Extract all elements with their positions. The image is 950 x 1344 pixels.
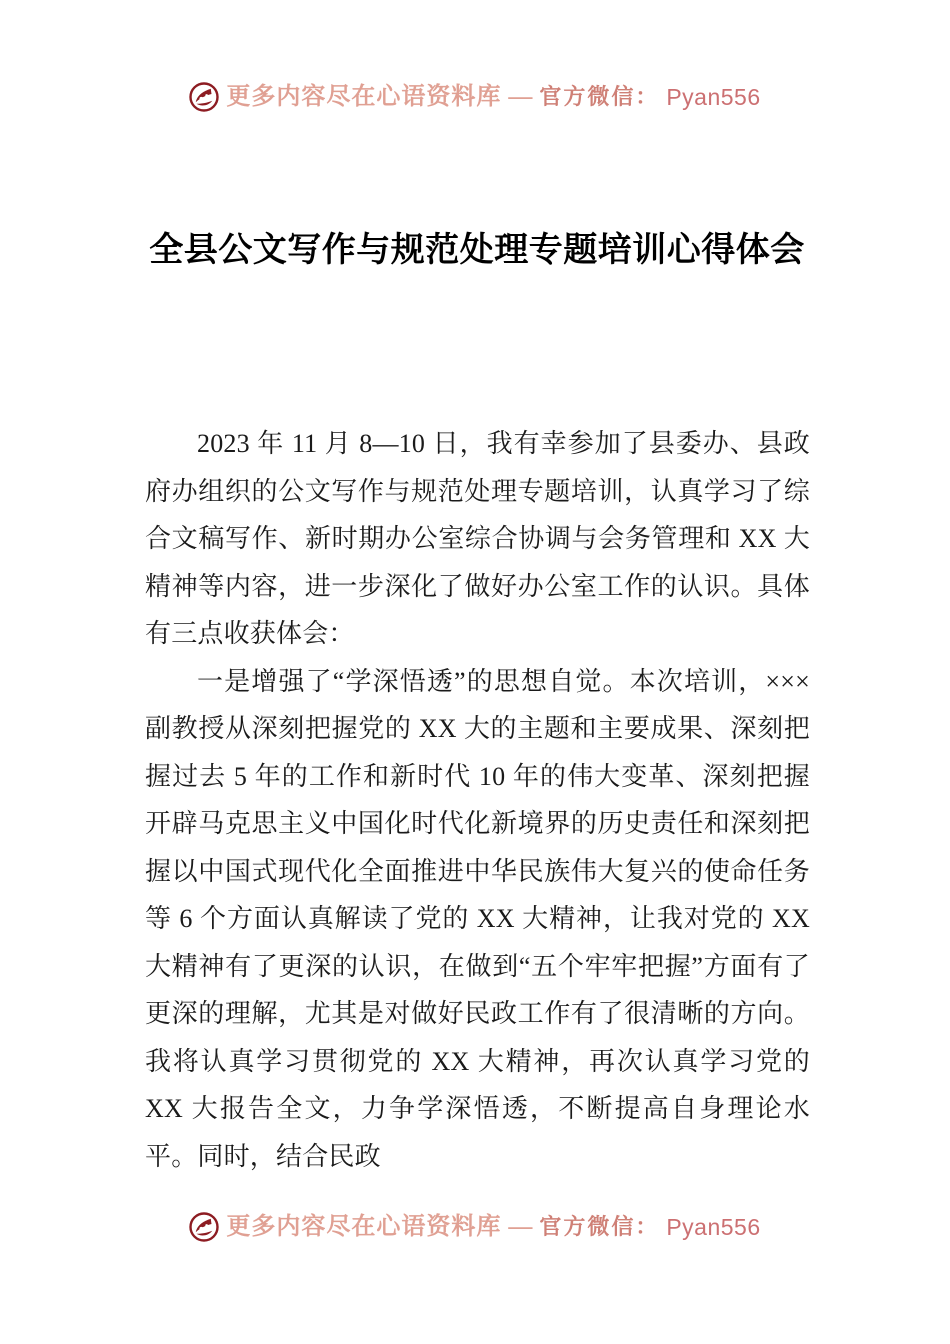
watermark-cn-text: 更多内容尽在心语资料库	[226, 1214, 502, 1240]
watermark-dash: —	[508, 84, 533, 110]
circular-swirl-logo-icon	[189, 82, 219, 112]
circular-swirl-logo-icon	[189, 1212, 219, 1242]
header-watermark	[0, 82, 950, 112]
watermark-wechat-id: Pyan556	[666, 83, 761, 110]
document-body	[145, 420, 810, 1180]
watermark-wechat-id: Pyan556	[666, 1213, 761, 1240]
watermark-dash: —	[508, 1214, 533, 1240]
watermark-wechat-label: 官方微信：	[539, 1214, 660, 1239]
paragraph-2: 一是增强了“学深悟透”的思想自觉。本次培训，×××副教授从深刻把握党的 XX 大的主题和主要成果、深刻把握过去 5 年的工作和新时代 10 年的伟大变革、深刻把握开辟马克思主义中国化时代化新境界的历史责任和深刻把握以中国式现代化全面推进中华民族伟大复兴的使命任务等 6 个方面认真解读了党的 XX 大精神，让我对党的 XX 大精神有了更深的认识，在做到“五个牢牢把握”方面有了更深的理解，尤其是对做好民政工作有了很清晰的方向。我将认真学习贯彻党的 XX 大精神，再次认真学习党的 XX 大报告全文，力争学深悟透，不断提高自身理论水平。同时，结合民政	[145, 666, 810, 1171]
footer-watermark	[0, 1212, 950, 1242]
paragraph-1: 2023 年 11 月 8—10 日，我有幸参加了县委办、县政府办组织的公文写作与规范处理专题培训，认真学习了综合文稿写作、新时期办公室综合协调与会务管理和 XX 大精神等内容，进一步深化了做好办公室工作的认识。具体有三点收获体会：	[145, 429, 810, 648]
page-title: 全县公文写作与规范处理专题培训心得体会	[149, 229, 805, 270]
watermark-cn-text: 更多内容尽在心语资料库	[226, 84, 502, 110]
watermark-wechat-label: 官方微信：	[539, 84, 660, 109]
